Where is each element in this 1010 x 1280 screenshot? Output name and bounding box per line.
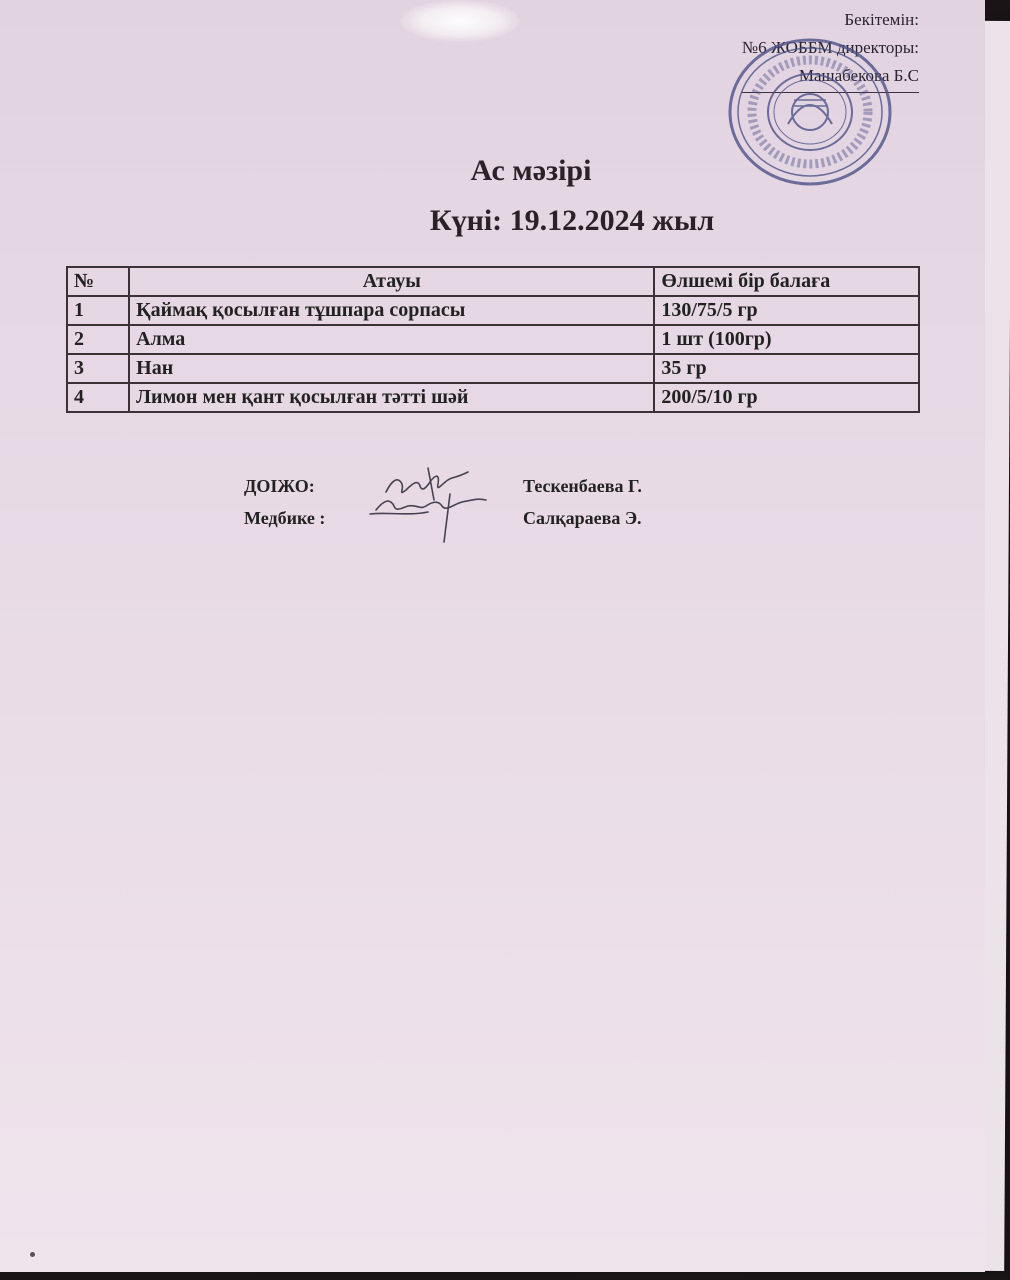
table-row — [67, 383, 919, 412]
table-header-row — [67, 267, 919, 296]
speck — [30, 1252, 35, 1257]
approval-position: №6 ЖОББМ директоры: — [741, 38, 919, 57]
cell-dish: Нан — [129, 354, 654, 383]
menu-date: Күні: 19.12.2024 жыл — [429, 204, 715, 237]
menu-title: Ас мәзірі — [470, 154, 592, 187]
table-row — [67, 325, 919, 354]
handwritten-signature-icon — [368, 450, 500, 548]
cell-number: 3 — [67, 354, 129, 383]
cell-dish: Қаймақ қосылған тұшпара сорпасы — [129, 296, 654, 325]
approval-heading: Бекітемін: — [844, 10, 919, 29]
cell-number: 2 — [67, 325, 129, 354]
header-name: Атауы — [129, 267, 654, 296]
signer-name: Салқараева Э. — [523, 508, 642, 528]
signer-role: Медбике : — [244, 508, 326, 528]
cell-number: 4 — [67, 383, 129, 412]
cell-dish: Алма — [129, 325, 654, 354]
header-number: № — [67, 267, 129, 296]
table-row — [67, 354, 919, 383]
cell-dish: Лимон мен қант қосылған тәтті шәй — [129, 383, 654, 412]
cell-portion: 130/75/5 гр — [654, 296, 919, 325]
cell-portion: 35 гр — [654, 354, 919, 383]
table-row — [67, 296, 919, 325]
light-glare — [400, 0, 520, 42]
cell-portion: 1 шт (100гр) — [654, 325, 919, 354]
signer-role: ДОІЖО: — [244, 476, 315, 496]
approval-director-name: Машабекова Б.С — [742, 62, 919, 93]
menu-table — [66, 266, 920, 413]
header-portion: Өлшемі бір балаға — [654, 267, 919, 296]
cell-portion: 200/5/10 гр — [654, 383, 919, 412]
signer-name: Тескенбаева Г. — [523, 476, 642, 496]
cell-number: 1 — [67, 296, 129, 325]
